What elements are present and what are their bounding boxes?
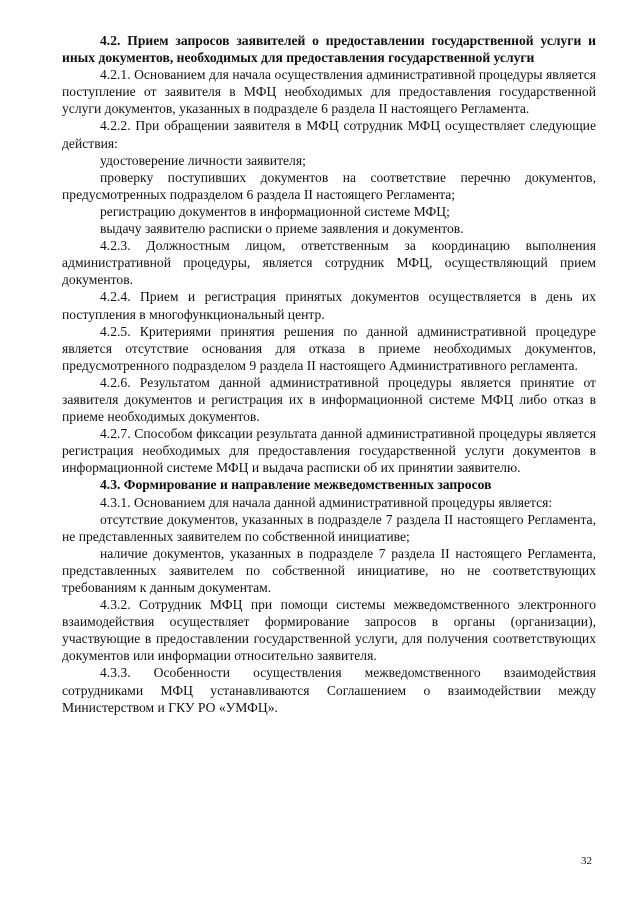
list-item: выдачу заявителю расписки о приеме заявления и документов. [100,221,464,237]
paragraph: 4.2.6. Результатом данной административной процедуры является принятие от заявителя документов и регистрация их в информационной системе МФЦ либо отказ в приеме необходимых документов. [62,374,596,425]
paragraph: 4.2.5. Критериями принятия решения по данной административной процедуре является отсутствие основания для отказа в приеме необходимых документов, предусмотренного подразделом 9 раздела II настоящего Административного регламента. [62,323,596,373]
list-item: отсутствие документов, указанных в подразделе 7 раздела II настоящего Регламента, не представленных заявителем по собственной инициативе; [62,511,596,544]
paragraph: 4.2.7. Способом фиксации результата данной административной процедуры является регистрация необходимых для предоставления государственной услуги документов в информационной системе МФЦ и выдача расписки об их принятии заявителю. [62,426,596,476]
paragraph: 4.2.4. Прием и регистрация принятых документов осуществляется в день их поступления в многофункциональный центр. [62,289,596,322]
section-heading-4-2 [62,32,596,66]
paragraph: 4.2.1. Основанием для начала осуществления административной процедуры является поступление от заявителя в МФЦ необходимых для предоставления государственной услуги документов, указанных в подразделе 6 раздела II настоящего Регламента. [62,67,596,117]
list-item: наличие документов, указанных в подразделе 7 раздела II настоящего Регламента, представленных заявителем по собственной инициативе, но не соответствующих требованиям к данным документам. [62,545,596,595]
section-number: 4.2. [100,33,121,48]
section-number: 4.3. [100,477,121,493]
section-heading-4-3 [62,476,596,493]
page-number: 32 [581,855,592,867]
section-title: Прием запросов заявителей о предоставлении государственной услуги и иных документов, необходимых для предоставления государственной услуги [62,33,596,66]
document-body [62,32,596,716]
list-item: удостоверение личности заявителя; [100,152,306,168]
list-item: регистрацию документов в информационной системе МФЦ; [100,203,450,219]
paragraph: 4.3.2. Сотрудник МФЦ при помощи системы межведомственного электронного взаимодействия осуществляет формирование запросов в органы (организации), участвующие в предоставлении государственной услуги, для получения соответствующих документов или информации относительно заявителя. [62,597,596,664]
list-item: проверку поступивших документов на соответствие перечню документов, предусмотренных подразделом 6 раздела II настоящего Регламента; [62,169,596,202]
paragraph: 4.3.3. Особенности осуществления межведомственного взаимодействия сотрудниками МФЦ устанавливаются Соглашением о взаимодействии между Министерством и ГКУ РО «УМФЦ». [62,665,596,715]
paragraph: 4.2.3. Должностным лицом, ответственным за координацию выполнения административной процедуры, является сотрудник МФЦ, осуществляющий прием документов. [62,238,596,288]
paragraph: 4.2.2. При обращении заявителя в МФЦ сотрудник МФЦ осуществляет следующие действия: [62,118,596,151]
paragraph: 4.3.1. Основанием для начала данной административной процедуры является: [100,494,553,510]
section-title: Формирование и направление межведомственных запросов [123,477,492,493]
